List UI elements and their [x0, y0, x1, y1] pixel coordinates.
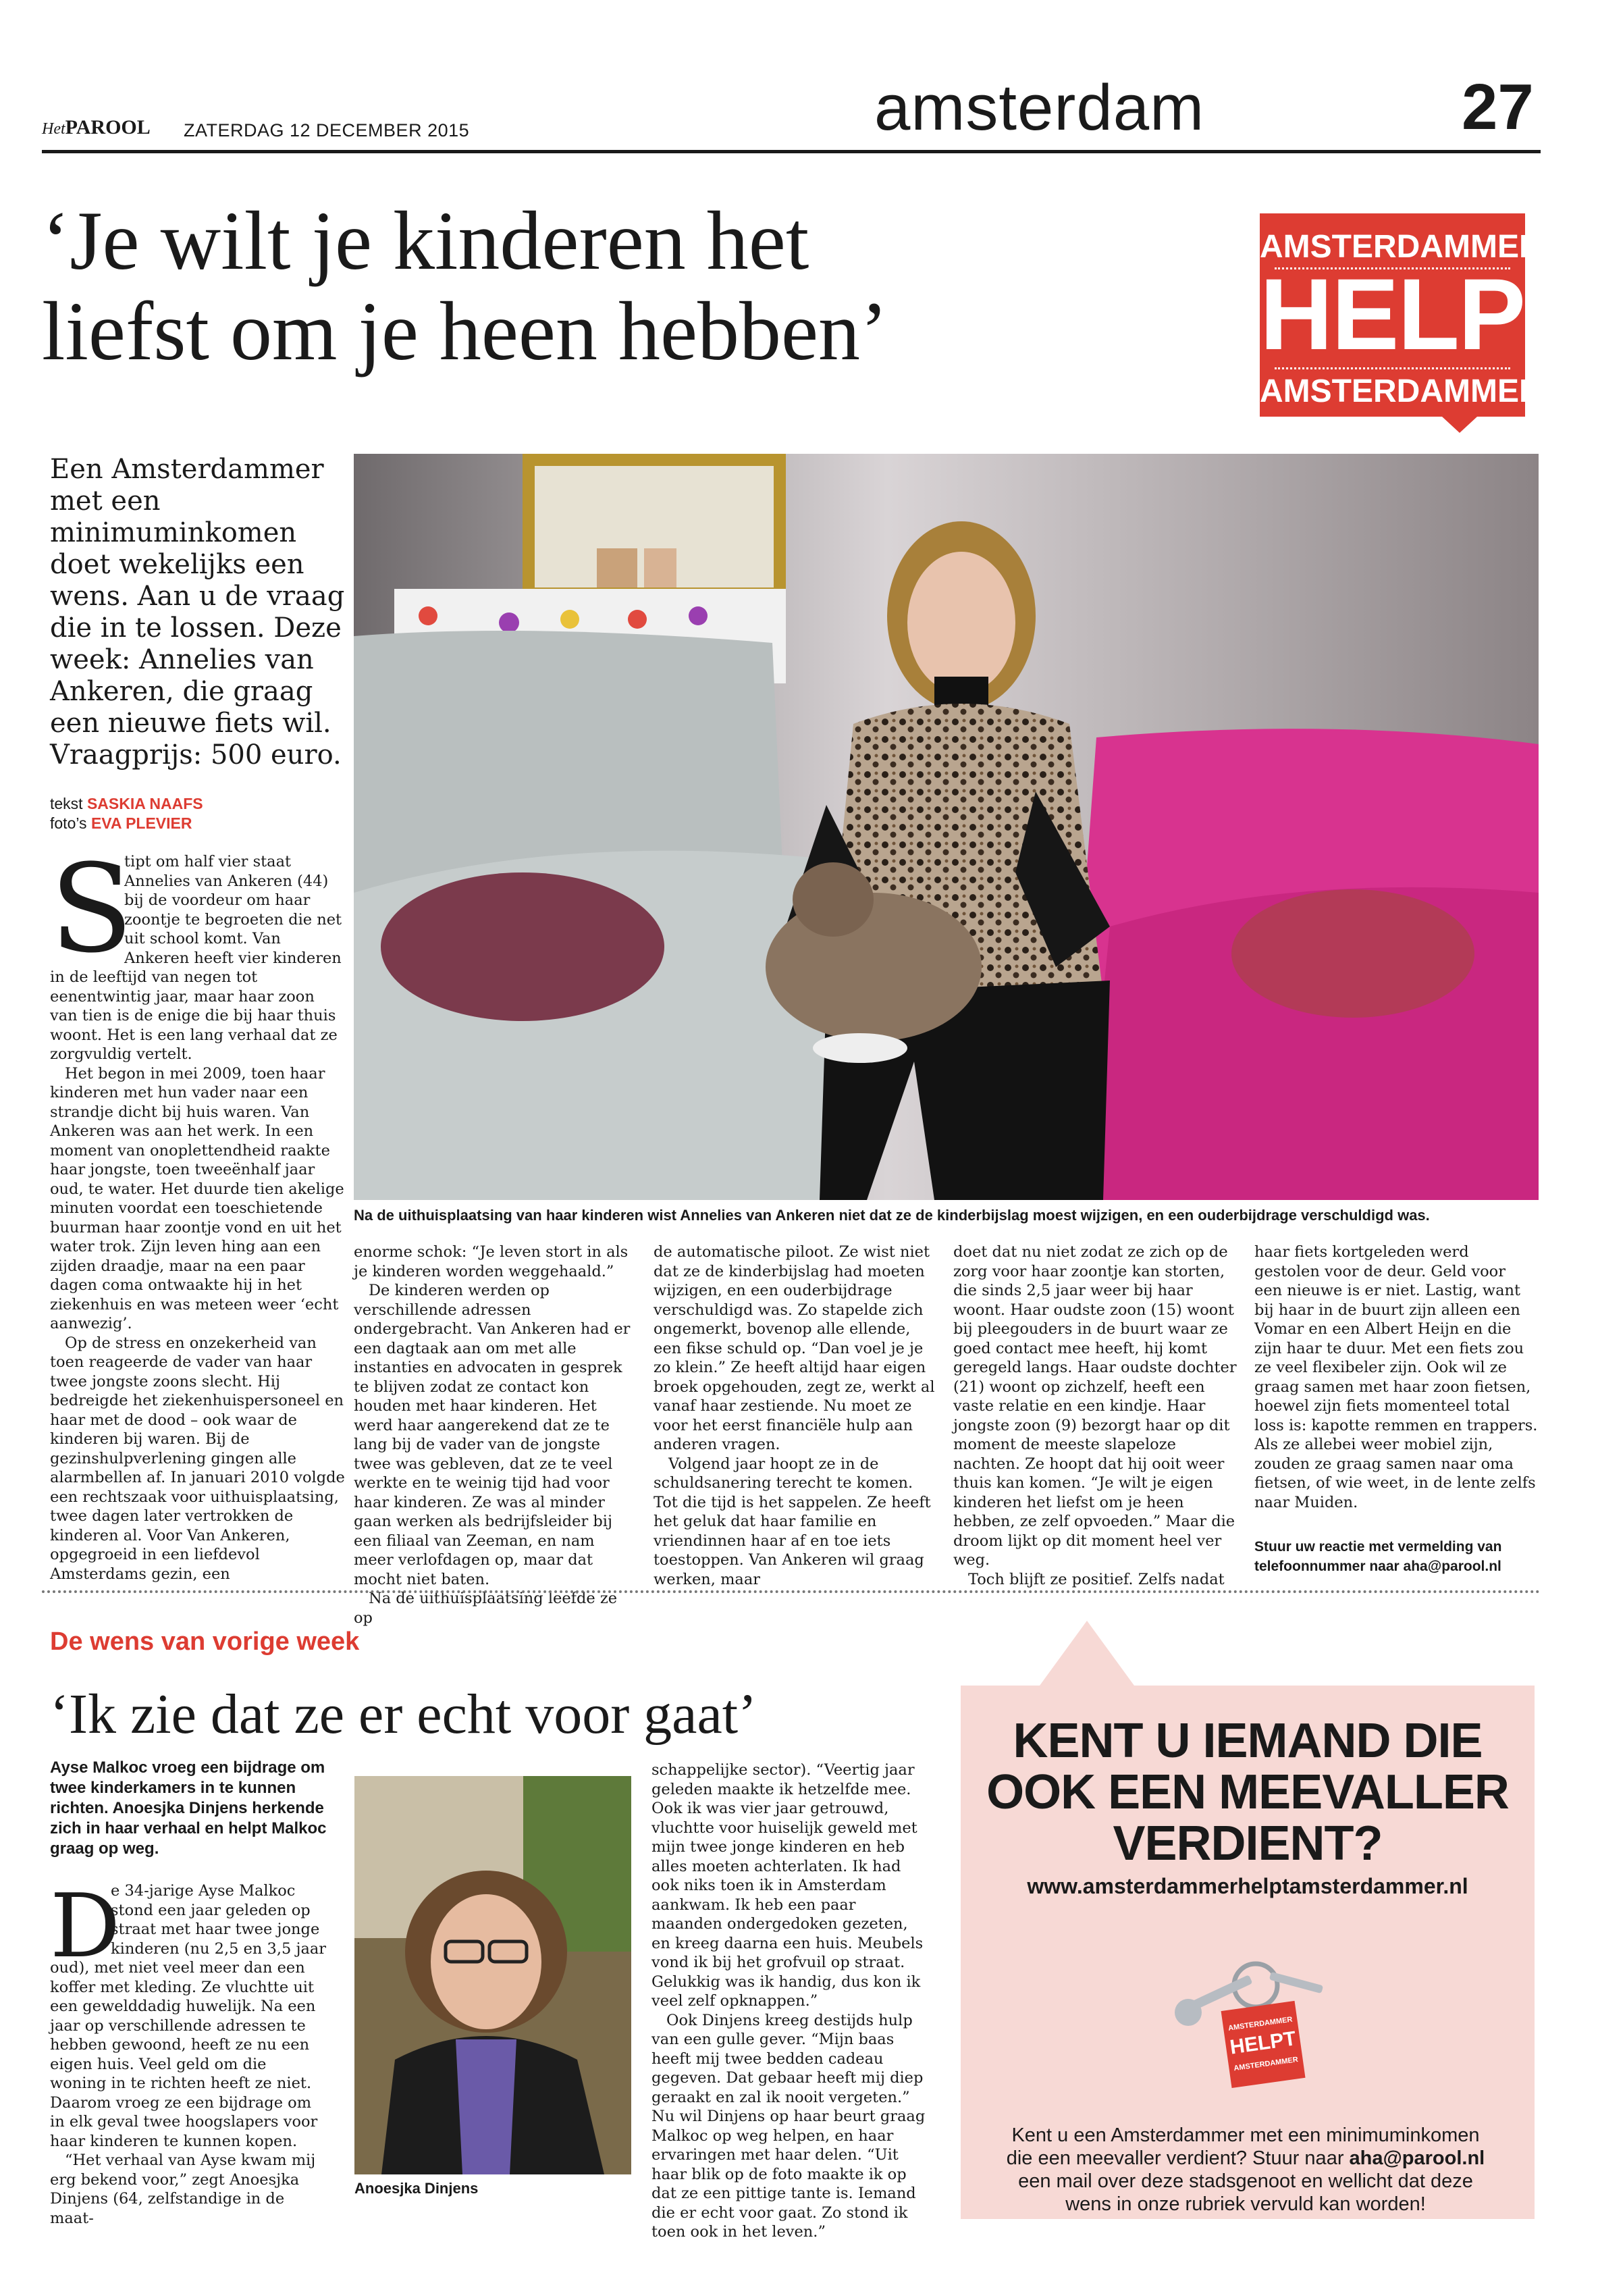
drop-cap: D — [50, 1875, 121, 1977]
headline-line-2: liefst om je heen hebben’ — [42, 285, 888, 377]
portrait-photo — [354, 1776, 631, 2174]
drop-cap: S — [50, 839, 134, 980]
second-intro: Ayse Malkoc vroeg een bijdrage om twee kinderkamers in te kunnen richten. Anoesjka Dinjens herkende zich in haar verhaal en helpt Malkoc graag op weg. — [50, 1758, 327, 1858]
main-photo — [354, 454, 1539, 1200]
photo-portrait-woman — [354, 1776, 631, 2174]
paragraph: Ook Dinjens kreeg destijds hulp van een gulle gever. “Mijn baas heeft mij twee bedden cadeau gegeven. Dat gebaar heeft mij diep geraakt en zal ik nooit vergeten.” Nu wil Dinjens op haar beurt graag Malkoc op weg helpen, en haar ervaringen met haar delen. “Uit haar blik op de foto maakte ik op dat ze een pittige tante is. Iemand die er echt voor gaat. Zo stond ik toen ook in het leven.” — [651, 2011, 926, 2241]
paragraph: Op de stress en onzekerheid van toen reageerde de vader van haar twee jongste zoons slecht. Hij bedreigde het ziekenhuispersoneel en haar met de dood – ook waar de kinderen bij waren. Bij de gezinshulpverlening gingen alle alarmbellen af. In januari 2010 volgde een rechtszaak voor uithuisplaatsing, twee dagen later vertrokken de kinderen al. Voor Van Ankeren, opgegroeid in een liefdevol Amsterdams gezin, een — [50, 1334, 345, 1583]
paragraph: de automatische piloot. Ze wist niet dat ze de kinderbijslag had moeten wijzigen, en een ouderbijdrage verschuldigd was. Zo stapelde zich ongemerkt, bovenop alle ellende, een fikse schuld op. “Dan voel je je zo klein.” Ze heeft altijd haar eigen broek opgehouden, zegt ze, werkt al vanaf haar zestiende. Nu moet ze voor het eerst financiële hulp aan anderen vragen. — [654, 1243, 935, 1453]
second-headline: ‘Ik zie dat ze er echt voor gaat’ — [50, 1683, 757, 1746]
header-rule — [42, 150, 1541, 153]
section-title: amsterdam — [874, 72, 1205, 144]
paragraph: e 34-jarige Ayse Malkoc stond een jaar geleden op straat met haar twee jonge kinderen (nu 2,5 en 3,5 jaar oud), met niet veel meer dan een koffer met kleding. Ze vluchtte uit een gewelddadig huwelijk. Na een jaar op verschillende adressen te hebben gewoond, heeft ze nu een eigen huis. Veel geld om die woning in te richten heeft ze niet. Daarom vroeg ze een bijdrage om in elk geval twee hoogslapers voor haar kinderen te kunnen kopen. — [50, 1882, 327, 2150]
article-column-1 — [50, 839, 345, 1584]
byline: tekst SASKIA NAAFS foto’s EVA PLEVIER — [50, 795, 203, 832]
headline-line-1: ‘Je wilt je kinderen het — [42, 194, 809, 287]
website-link[interactable]: www.amsterdammerhelptamsterdammer.nl — [1027, 1874, 1468, 1898]
email-link[interactable]: aha@parool.nl — [1349, 2147, 1485, 2169]
logo-line-2: HELPT — [1260, 257, 1585, 371]
logo-pointer — [1442, 417, 1477, 433]
paragraph: “Het verhaal van Ayse kwam mij erg bekend voor,” zegt Anoesjka Dinjens (64, zelfstandige in de maat- — [50, 2151, 316, 2227]
cta-heading: KENT U IEMAND DIE OOK EEN MEEVALLER VERDIENT? — [986, 1714, 1509, 1871]
logo-line-1: AMSTERDAMMER — [1260, 229, 1543, 265]
issue-date: ZATERDAG 12 DECEMBER 2015 — [184, 120, 470, 140]
second-column-1 — [50, 1875, 327, 2228]
paragraph: schappelijke sector). “Veertig jaar geleden maakte ik hetzelfde mee. Ook ik was vier jaar getrouwd, vluchtte voor huiselijk geweld met mijn twee jonge kinderen en heb alles moeten achterlaten. Ik had ook niks toen ik in Amsterdam aankwam. Ik heb een paar maanden ondergedoken gezeten, en kreeg daarna een huis. Meubels vond ik bij het grofvuil op straat. Gelukkig was ik handig, dus kon ik veel zelf opknappen.” — [651, 1761, 924, 2010]
paragraph: enorme schok: “Je leven stort in als je kinderen worden weggehaald.” — [354, 1243, 629, 1280]
photo-woman-with-cat — [354, 454, 1539, 1200]
paragraph: haar fiets kortgeleden werd gestolen voor de deur. Geld voor een nieuwe is er niet. Lastig, want bij haar in de buurt zijn alleen een Vomar en een Albert Heijn en die zijn haar te duur. Met een fiets zou ze veel flexibeler zijn. Ook wil ze graag samen met haar zoon fietsen, hoewel zijn fiets momenteel total loss is: kapotte remmen en trappers. Als ze allebei weer mobiel zijn, zouden ze graag samen naar oma fietsen, of wie weet, in de lente zelfs naar Muiden. — [1254, 1243, 1538, 1511]
article-column-5 — [1254, 1243, 1538, 1576]
logo-line-3: AMSTERDAMMER — [1260, 373, 1543, 409]
photo-caption: Na de uithuisplaatsing van haar kinderen wist Annelies van Ankeren niet dat ze de kinderbijslag moest wijzigen, en een ouderbijdrage verschuldigd was. — [354, 1207, 1430, 1224]
article-intro: Een Amsterdammer met een minimuminkomen doet wekelijks een wens. Aan u de vraag die in te lossen. Deze week: Annelies van Ankeren, die graag een nieuwe fiets wil. Vraagprijs: 500 euro. — [50, 454, 345, 771]
article-column-2 — [354, 1243, 637, 1627]
paragraph: tipt om half vier staat Annelies van Ankeren (44) bij de voordeur om haar zoontje te begroeten die net uit school komt. Van Ankeren heeft vier kinderen in de leeftijd van negen tot eenentwintig jaar, maar haar zoon van tien is de enige die bij haar thuis woont. Het is een lang verhaal dat ze zorgvuldig vertelt. — [50, 853, 342, 1063]
article-column-3 — [654, 1243, 937, 1589]
aha-logo — [1260, 213, 1585, 417]
keychain-text-2: HELPT — [1228, 2027, 1298, 2059]
page-number: 27 — [1462, 71, 1534, 143]
portrait-caption: Anoesjka Dinjens — [354, 2180, 479, 2197]
logo-divider — [1275, 367, 1510, 369]
second-column-2 — [651, 1760, 928, 2242]
cta-footer-text: Kent u een Amsterdammer met een minimuminkomen die een meevaller verdient? Stuur naar aha@parool.nl een mail over deze stadsgenoot en wellicht dat deze wens in onze rubriek vervuld kan worden! — [1006, 2124, 1485, 2215]
author-name: SASKIA NAAFS — [86, 795, 203, 812]
paragraph: doet dat nu niet zodat ze zich op de zorg voor haar zoontje kan storten, die sinds 2,5 jaar weer bij haar woont. Haar oudste zoon (15) woont bij pleegouders in de buurt waar ze goed contact mee heeft, hij komt geregeld langs. Haar oudste dochter (21) woont op zichzelf, heeft een vaste relatie en een kindje. Haar jongste zoon (9) bezorgt haar op dit moment de meeste slapeloze nachten. Ze hoopt dat hij ooit weer thuis kan komen. “Je wilt je eigen kinderen het liefst om je heen hebben, ze zelf opvoeden.” Maar die droom lijkt op dit moment heel ver weg. — [953, 1243, 1237, 1569]
paragraph: Het begon in mei 2009, toen haar kinderen met hun vader naar een strandje dicht bij huis waren. Van Ankeren was aan het werk. In een moment van onoplettendheid raakte haar jongste, toen tweeënhalf jaar oud, te water. Het duurde tien akelige minuten voordat een toeschietende buurman haar zoontje vond en uit het water trok. Zijn leven hing aan een zijden draadje, maar na een paar dagen coma ontwaakte hij in het ziekenhuis en was meteen weer ‘echt aanwezig’. — [50, 1064, 344, 1332]
paragraph: Toch blijft ze positief. Zelfs nadat — [968, 1570, 1225, 1588]
paragraph: De kinderen werden op verschillende adressen ondergebracht. Van Ankeren had er een dagtaak aan om met alle instanties en advocaten in gesprek te blijven zodat ze contact kon houden met haar kinderen. Het werd haar aangerekend dat ze te lang bij de vader van de jongste twee was gebleven, dat ze te veel werkte en te weinig tijd had voor haar kinderen. Ze was al minder gaan werken als bedrijfsleider bij een filiaal van Zeeman, en nam meer verlofdagen op, maar dat mocht niet baten. — [354, 1282, 631, 1588]
paragraph: Volgend jaar hoopt ze in de schuldsanering terecht te komen. Tot die tijd is het sappelen. Ze heeft het geluk dat haar familie en vriendinnen haar af en toe iets toestoppen. Van Ankeren wil graag werken, maar — [654, 1455, 931, 1588]
subsection-label: De wens van vorige week — [50, 1627, 360, 1656]
keychain-text-1: AMSTERDAMMER — [1227, 2015, 1294, 2033]
cta-pointer — [1040, 1621, 1134, 1686]
section-divider — [42, 1590, 1541, 1593]
article-column-4 — [953, 1243, 1237, 1589]
paragraph: Na de uithuisplaatsing leefde ze op — [354, 1590, 618, 1627]
photographer-name: EVA PLEVIER — [90, 814, 192, 832]
masthead-logo: HetPAROOL — [42, 116, 151, 138]
contact-note: Stuur uw reactie met vermelding van telefoonnummer naar aha@parool.nl — [1254, 1539, 1502, 1574]
article-headline — [42, 196, 1257, 377]
keychain-icon — [1175, 1958, 1330, 2097]
keychain-text-3: AMSTERDAMMER — [1233, 2056, 1299, 2073]
